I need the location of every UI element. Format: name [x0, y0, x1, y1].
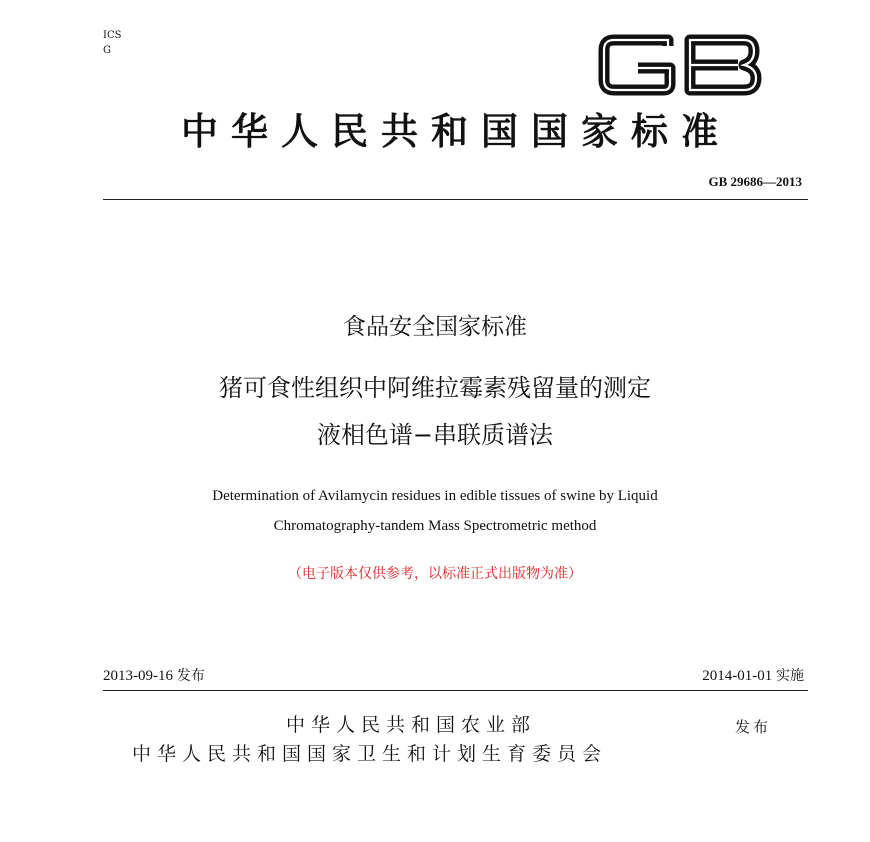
reference-notice: （电子版本仅供参考，以标准正式出版物为准）: [288, 566, 582, 582]
series-title: 食品安全国家标准: [343, 314, 527, 340]
issuer-ministry-agriculture: 中华人民共和国农业部: [286, 714, 537, 736]
issue-date-value: 2013-09-16: [103, 668, 173, 684]
issuer-health-commission: 中华人民共和国国家卫生和计划生育委员会: [132, 743, 608, 765]
category-label: G: [103, 45, 111, 56]
effective-date-value: 2014-01-01: [702, 668, 773, 684]
top-divider: [103, 199, 808, 200]
title-en-line1: Determination of Avilamycin residues in edible tissues of swine by Liquid: [212, 488, 658, 504]
title-cn-line1: 猪可食性组织中阿维拉霉素残留量的测定: [219, 374, 651, 402]
bottom-divider: [103, 690, 808, 691]
issue-date-label: 发布: [176, 668, 205, 684]
standard-number: GB 29686—2013: [708, 174, 802, 189]
title-en-line2: Chromatography-tandem Mass Spectrometric method: [273, 518, 597, 534]
publish-label: 发布: [735, 718, 772, 736]
effective-date-label: 实施: [776, 668, 804, 684]
ics-code-block: [103, 28, 121, 58]
org-title: 中华人民共和国国家标准: [181, 110, 731, 153]
gb-logo: [598, 32, 762, 98]
title-cn-line2: 液相色谱−串联质谱法: [316, 421, 554, 449]
issue-date: [103, 665, 205, 685]
ics-label: ICS: [103, 30, 122, 41]
effective-date: [702, 665, 804, 685]
